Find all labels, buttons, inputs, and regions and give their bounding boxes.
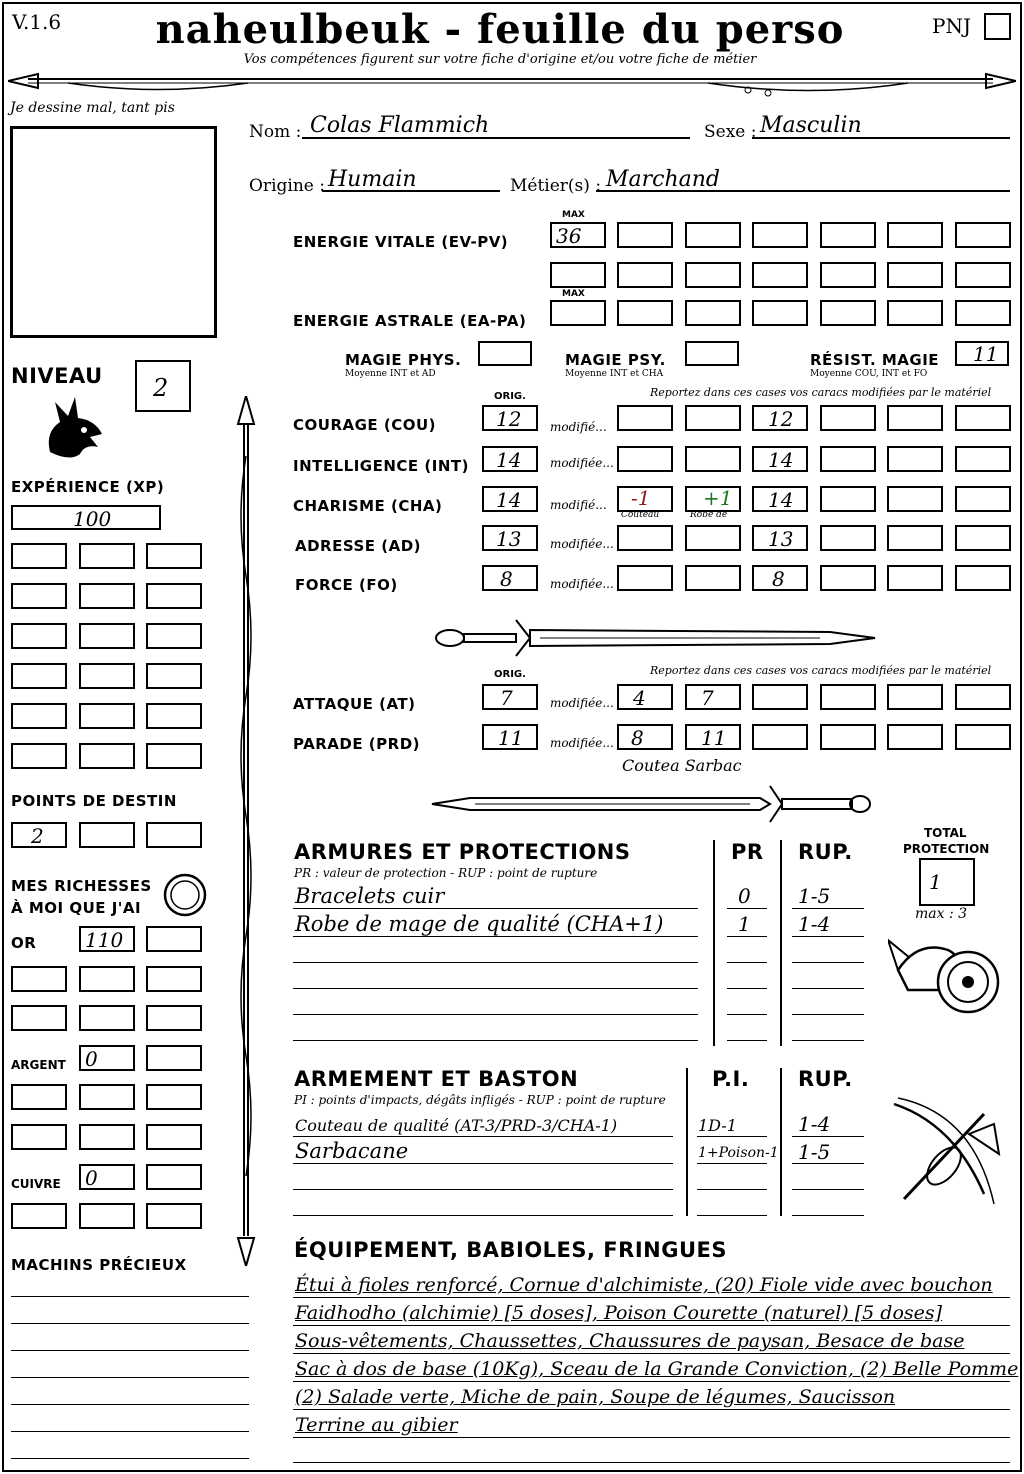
resist-magie-box[interactable]: [955, 341, 1009, 366]
force-label: FORCE (FO): [295, 576, 398, 594]
ea-max-label: MAX: [562, 289, 585, 299]
magie-phys-box[interactable]: [478, 341, 532, 366]
weapon-line: [293, 1215, 673, 1216]
courage-mod-box[interactable]: [955, 405, 1011, 431]
combat-orig-label: ORIG.: [494, 669, 526, 680]
attaque-mod-value: 4: [633, 686, 646, 710]
weapon-line: [697, 1163, 767, 1164]
weapon-item-rup[interactable]: 1-4: [798, 1112, 831, 1136]
destin-box[interactable]: [146, 822, 202, 848]
xp-grid-box[interactable]: [11, 543, 67, 569]
argent-box[interactable]: [146, 1084, 202, 1110]
combat-report-note: Reportez dans ces cases vos caracs modifiées par le matériel: [650, 664, 992, 677]
total-protection-max: max : 3: [915, 906, 968, 922]
caracs-report-note: Reportez dans ces cases vos caracs modifiées par le matériel: [650, 386, 992, 399]
armor-line: [727, 988, 767, 989]
force-mod-box[interactable]: [685, 565, 741, 591]
sexe-underline: [752, 137, 1010, 139]
adresse-orig-box[interactable]: [482, 525, 538, 551]
sheet-title: naheulbeuk - feuille du perso: [155, 6, 845, 53]
equipment-line[interactable]: Sous-vêtements, Chaussettes, Chaussures de paysan, Besace de base: [295, 1330, 965, 1352]
armor-line: [293, 1014, 698, 1015]
attaque-mod-value: 7: [701, 686, 714, 710]
ev-max-box[interactable]: [550, 222, 606, 248]
ev-box[interactable]: [820, 262, 876, 288]
magie-psy-box[interactable]: [685, 341, 739, 366]
adresse-orig-value: 13: [496, 527, 522, 551]
weapon-item-pi[interactable]: 1D-1: [698, 1116, 737, 1135]
armor-item-rup[interactable]: 1-5: [798, 884, 831, 908]
courage-mod-box[interactable]: [617, 405, 673, 431]
armor-divider: [780, 840, 782, 1046]
weapon-line: [293, 1189, 673, 1190]
armor-item-name[interactable]: Robe de mage de qualité (CHA+1): [295, 912, 664, 936]
attaque-mod-box[interactable]: [820, 684, 876, 710]
cuivre-box[interactable]: [79, 1203, 135, 1229]
resist-magie-note: Moyenne COU, INT et FO: [810, 369, 928, 379]
equipment-line[interactable]: Faidhodho (alchimie) [5 doses], Poison Courette (naturel) [5 doses]: [295, 1302, 943, 1324]
spear-ornament: [8, 66, 1016, 102]
ev-box[interactable]: [752, 262, 808, 288]
or-box[interactable]: [79, 1005, 135, 1031]
weapons-rup-header: RUP.: [798, 1067, 853, 1091]
parade-mod-box[interactable]: [955, 724, 1011, 750]
weapons-icon: [884, 1094, 1008, 1216]
precieux-line: [11, 1431, 249, 1432]
intelligence-mod-box[interactable]: [752, 446, 808, 472]
adresse-mod-value: 13: [768, 527, 794, 551]
armor-item-name[interactable]: Bracelets cuir: [295, 884, 445, 908]
weapon-line: [697, 1189, 767, 1190]
precieux-label: MACHINS PRÉCIEUX: [11, 1256, 187, 1274]
vertical-spear-icon: [228, 396, 264, 1266]
niveau-value: 2: [153, 374, 169, 402]
precieux-line: [11, 1296, 249, 1297]
armor-line: [727, 908, 767, 909]
armor-item-pr[interactable]: 0: [738, 884, 751, 908]
attaque-orig-box[interactable]: [482, 684, 538, 710]
or-box[interactable]: [146, 1005, 202, 1031]
xp-grid-box[interactable]: [79, 543, 135, 569]
armor-line: [792, 936, 864, 937]
ev-box[interactable]: [887, 222, 943, 248]
intelligence-mod-box[interactable]: [955, 446, 1011, 472]
armor-line: [293, 988, 698, 989]
helmet-shield-icon: [888, 930, 1008, 1026]
weapon-item-name[interactable]: Sarbacane: [295, 1139, 409, 1163]
courage-mod-value: 12: [768, 407, 794, 431]
attaque-modif-label: modifiée...: [550, 696, 614, 710]
courage-modif-label: modifié...: [550, 420, 607, 434]
force-orig-box[interactable]: [482, 565, 538, 591]
ev-box[interactable]: [955, 222, 1011, 248]
courage-mod-box[interactable]: [685, 405, 741, 431]
force-mod-value: 8: [772, 567, 785, 591]
weapon-line: [293, 1163, 673, 1164]
intelligence-mod-box[interactable]: [617, 446, 673, 472]
xp-grid-box[interactable]: [146, 703, 202, 729]
parade-orig-value: 11: [498, 726, 524, 750]
intelligence-orig-box[interactable]: [482, 446, 538, 472]
xp-grid-box[interactable]: [11, 663, 67, 689]
intelligence-orig-value: 14: [496, 448, 522, 472]
courage-mod-box[interactable]: [887, 405, 943, 431]
armor-line: [727, 1040, 767, 1041]
ev-box[interactable]: [617, 222, 673, 248]
precieux-line: [11, 1377, 249, 1378]
ev-box[interactable]: [617, 262, 673, 288]
destin-box[interactable]: [11, 822, 67, 848]
cuivre-label: CUIVRE: [11, 1177, 61, 1191]
dragon-icon: [40, 392, 108, 464]
force-mod-box[interactable]: [887, 565, 943, 591]
charisme-mod-note: Couteau: [621, 510, 660, 520]
charisme-modif-label: modifié...: [550, 498, 607, 512]
weapons-divider: [780, 1068, 782, 1216]
charisme-mod-value: 14: [768, 488, 794, 512]
caracs-orig-label: ORIG.: [494, 391, 526, 402]
attaque-mod-box[interactable]: [955, 684, 1011, 710]
niveau-box[interactable]: [135, 360, 191, 412]
portrait-box[interactable]: [10, 126, 217, 338]
intelligence-modif-label: modifiée...: [550, 456, 614, 470]
ea-box[interactable]: [685, 300, 741, 326]
adresse-mod-box[interactable]: [955, 525, 1011, 551]
ea-box[interactable]: [820, 300, 876, 326]
xp-grid-box[interactable]: [79, 663, 135, 689]
equipment-rule: [293, 1462, 1010, 1463]
equipment-rule: [293, 1325, 1010, 1326]
armor-pr-header: PR: [731, 840, 764, 864]
attaque-orig-value: 7: [500, 686, 513, 710]
argent-box[interactable]: [146, 1045, 202, 1071]
xp-grid-box[interactable]: [146, 583, 202, 609]
attaque-mod-box[interactable]: [685, 684, 741, 710]
weapon-line: [792, 1189, 864, 1190]
ev-box[interactable]: [685, 222, 741, 248]
magie-psy-note: Moyenne INT et CHA: [565, 369, 664, 379]
weapon-line: [792, 1163, 864, 1164]
metier-label: Métier(s) :: [510, 176, 602, 196]
charisme-mod-value: -1: [631, 486, 651, 510]
charisme-mod-box[interactable]: [955, 486, 1011, 512]
or-box[interactable]: [146, 966, 202, 992]
cuivre-box[interactable]: [146, 1203, 202, 1229]
armor-line: [727, 936, 767, 937]
metier-underline: [596, 190, 1010, 192]
equipment-rule: [293, 1381, 1010, 1382]
courage-orig-value: 12: [496, 407, 522, 431]
ea-box[interactable]: [752, 300, 808, 326]
parade-label: PARADE (PRD): [293, 735, 421, 753]
origine-underline: [322, 190, 500, 192]
argent-value: 0: [85, 1047, 98, 1071]
equipment-line[interactable]: Terrine au gibier: [295, 1414, 458, 1436]
armor-line: [792, 908, 864, 909]
equipment-line[interactable]: Étui à fioles renforcé, Cornue d'alchimiste, (20) Fiole vide avec bouchon: [295, 1274, 993, 1296]
charisme-mod-box[interactable]: [752, 486, 808, 512]
ev-box[interactable]: [685, 262, 741, 288]
or-box[interactable]: [146, 926, 202, 952]
ev-box[interactable]: [820, 222, 876, 248]
equipment-rule: [293, 1409, 1010, 1410]
xp-label: EXPÉRIENCE (XP): [11, 478, 165, 496]
charisme-mod-note: Robe de: [690, 510, 728, 520]
armor-line: [293, 1040, 698, 1041]
equipment-rule: [293, 1437, 1010, 1438]
total-protection-box[interactable]: [919, 858, 975, 906]
ea-label: ENERGIE ASTRALE (EA-PA): [293, 312, 527, 330]
courage-mod-box[interactable]: [752, 405, 808, 431]
cuivre-box[interactable]: [79, 1164, 135, 1190]
argent-box[interactable]: [146, 1124, 202, 1150]
or-label: OR: [11, 934, 37, 952]
xp-grid-box[interactable]: [79, 743, 135, 769]
adresse-mod-box[interactable]: [820, 525, 876, 551]
xp-grid-box[interactable]: [79, 583, 135, 609]
courage-mod-box[interactable]: [820, 405, 876, 431]
parade-mod-box[interactable]: [887, 724, 943, 750]
armor-item-pr[interactable]: 1: [738, 912, 751, 936]
equipment-rule: [293, 1297, 1010, 1298]
weapon-line: [697, 1136, 767, 1137]
parade-mod-box[interactable]: [617, 724, 673, 750]
charisme-orig-value: 14: [496, 488, 522, 512]
armor-line: [727, 1014, 767, 1015]
richesses-label-1: MES RICHESSES: [11, 877, 152, 895]
coin-icon: [162, 872, 208, 918]
weapon-item-pi[interactable]: 1+Poison-1: [698, 1145, 779, 1161]
origine-label: Origine :: [249, 176, 325, 196]
cuivre-box[interactable]: [11, 1203, 67, 1229]
charisme-mod-box[interactable]: [617, 486, 673, 512]
precieux-line: [11, 1404, 249, 1405]
magie-psy-label: MAGIE PSY.: [565, 351, 666, 369]
equipment-line[interactable]: (2) Salade verte, Miche de pain, Soupe de légumes, Saucisson: [295, 1386, 896, 1408]
equipment-rule: [293, 1353, 1010, 1354]
adresse-modif-label: modifiée...: [550, 537, 614, 551]
metier-value[interactable]: Marchand: [606, 167, 721, 192]
destin-box[interactable]: [79, 822, 135, 848]
charisme-mod-box[interactable]: [887, 486, 943, 512]
force-mod-box[interactable]: [820, 565, 876, 591]
parade-mod-value: 11: [701, 726, 727, 750]
armor-rup-header: RUP.: [798, 840, 853, 864]
argent-box[interactable]: [11, 1124, 67, 1150]
intelligence-mod-box[interactable]: [820, 446, 876, 472]
xp-grid-box[interactable]: [11, 703, 67, 729]
xp-grid-box[interactable]: [146, 623, 202, 649]
xp-box[interactable]: [11, 505, 161, 530]
weapon-line: [697, 1215, 767, 1216]
weapons-note: PI : points d'impacts, dégâts infligés - RUP : point de rupture: [294, 1093, 666, 1107]
charisme-mod-box[interactable]: [820, 486, 876, 512]
total-protection-value: 1: [929, 870, 942, 894]
force-mod-box[interactable]: [752, 565, 808, 591]
courage-label: COURAGE (COU): [293, 416, 437, 434]
resist-magie-label: RÉSIST. MAGIE: [810, 351, 940, 369]
total-protection-label-2: PROTECTION: [903, 842, 990, 856]
parade-mod-box[interactable]: [685, 724, 741, 750]
nom-underline: [302, 137, 690, 139]
weapon-item-rup[interactable]: 1-5: [798, 1140, 831, 1164]
adresse-mod-box[interactable]: [617, 525, 673, 551]
sexe-label: Sexe :: [704, 122, 757, 142]
attaque-mod-box[interactable]: [617, 684, 673, 710]
weapon-line: [293, 1136, 673, 1137]
attaque-label: ATTAQUE (AT): [293, 695, 416, 713]
intelligence-label: INTELLIGENCE (INT): [293, 457, 469, 475]
ea-box[interactable]: [887, 300, 943, 326]
armor-line: [293, 908, 698, 909]
intelligence-mod-value: 14: [768, 448, 794, 472]
equipment-title: ÉQUIPEMENT, BABIOLES, FRINGUES: [294, 1238, 727, 1262]
richesses-label-2: À MOI QUE J'AI: [11, 899, 142, 917]
weapon-line: [792, 1215, 864, 1216]
destin-label: POINTS DE DESTIN: [11, 792, 177, 810]
xp-grid-box[interactable]: [146, 663, 202, 689]
force-orig-value: 8: [500, 567, 513, 591]
cuivre-box[interactable]: [146, 1164, 202, 1190]
sword-icon: [430, 612, 880, 662]
parade-modif-label: modifiée...: [550, 736, 614, 750]
xp-grid-box[interactable]: [79, 703, 135, 729]
niveau-label: NIVEAU: [11, 364, 103, 388]
argent-box[interactable]: [79, 1045, 135, 1071]
force-mod-box[interactable]: [955, 565, 1011, 591]
xp-value: 100: [73, 507, 112, 531]
or-box[interactable]: [11, 966, 67, 992]
resist-magie-value: 11: [973, 342, 999, 366]
armor-line: [727, 962, 767, 963]
attaque-mod-box[interactable]: [752, 684, 808, 710]
ea-max-box[interactable]: [550, 300, 606, 326]
ea-box[interactable]: [617, 300, 673, 326]
adresse-mod-box[interactable]: [752, 525, 808, 551]
ev-box[interactable]: [550, 262, 606, 288]
argent-box[interactable]: [11, 1084, 67, 1110]
attaque-mod-box[interactable]: [887, 684, 943, 710]
version-label: V.1.6: [12, 10, 62, 34]
ev-label: ENERGIE VITALE (EV-PV): [293, 233, 509, 251]
weapons-divider: [686, 1068, 688, 1216]
xp-grid-box[interactable]: [146, 543, 202, 569]
nom-value[interactable]: Colas Flammich: [310, 113, 490, 138]
argent-box[interactable]: [79, 1084, 135, 1110]
pnj-label: PNJ: [932, 14, 971, 38]
ev-box[interactable]: [752, 222, 808, 248]
or-box[interactable]: [79, 926, 135, 952]
armor-line: [792, 988, 864, 989]
xp-grid-box[interactable]: [11, 623, 67, 649]
weapon-item-name[interactable]: Couteau de qualité (AT-3/PRD-3/CHA-1): [295, 1116, 618, 1135]
parade-mod-value: 8: [631, 726, 644, 750]
precieux-line: [11, 1458, 249, 1459]
xp-grid-box[interactable]: [146, 743, 202, 769]
armor-line: [293, 962, 698, 963]
sheet-subtitle: Vos compétences figurent sur votre fiche d'origine et/ou votre fiche de métier: [243, 52, 757, 67]
precieux-line: [11, 1323, 249, 1324]
armor-title: ARMURES ET PROTECTIONS: [294, 840, 631, 864]
pnj-checkbox[interactable]: [984, 13, 1011, 40]
origine-value[interactable]: Humain: [328, 167, 417, 192]
charisme-mod-value: +1: [703, 486, 733, 510]
nom-label: Nom :: [249, 122, 302, 142]
parade-orig-box[interactable]: [482, 724, 538, 750]
adresse-mod-box[interactable]: [887, 525, 943, 551]
armor-line: [293, 936, 698, 937]
force-mod-box[interactable]: [617, 565, 673, 591]
sword-icon: [430, 782, 875, 828]
argent-label: ARGENT: [11, 1058, 66, 1072]
magie-phys-note: Moyenne INT et AD: [345, 369, 436, 379]
xp-grid-box[interactable]: [11, 583, 67, 609]
force-modif-label: modifiée...: [550, 577, 614, 591]
armor-line: [792, 962, 864, 963]
weapon-line: [792, 1136, 864, 1137]
courage-orig-box[interactable]: [482, 405, 538, 431]
intelligence-mod-box[interactable]: [685, 446, 741, 472]
adresse-label: ADRESSE (AD): [295, 537, 422, 555]
portrait-caption: Je dessine mal, tant pis: [10, 100, 175, 116]
armor-divider: [713, 840, 715, 1046]
xp-grid-box[interactable]: [79, 623, 135, 649]
combat-under-note: Coutea Sarbac: [622, 756, 742, 775]
xp-grid-box[interactable]: [11, 743, 67, 769]
equipment-line[interactable]: Sac à dos de base (10Kg), Sceau de la Grande Conviction, (2) Belle Pomme: [295, 1358, 1019, 1380]
or-box[interactable]: [79, 966, 135, 992]
charisme-mod-box[interactable]: [685, 486, 741, 512]
or-box[interactable]: [11, 1005, 67, 1031]
parade-mod-box[interactable]: [752, 724, 808, 750]
precieux-line: [11, 1350, 249, 1351]
ev-max-value: 36: [556, 224, 582, 248]
destin-value: 2: [31, 824, 44, 848]
parade-mod-box[interactable]: [820, 724, 876, 750]
total-protection-label-1: TOTAL: [924, 826, 967, 840]
weapons-title: ARMEMENT ET BASTON: [294, 1067, 579, 1091]
weapons-pi-header: P.I.: [712, 1067, 750, 1091]
ev-box[interactable]: [887, 262, 943, 288]
or-value: 110: [85, 928, 124, 952]
armor-line: [792, 1014, 864, 1015]
armor-item-rup[interactable]: 1-4: [798, 912, 831, 936]
armor-note: PR : valeur de protection - RUP : point de rupture: [294, 866, 598, 880]
ev-max-label: MAX: [562, 210, 585, 220]
charisme-label: CHARISME (CHA): [293, 497, 443, 515]
argent-box[interactable]: [79, 1124, 135, 1150]
ea-box[interactable]: [955, 300, 1011, 326]
magie-phys-label: MAGIE PHYS.: [345, 351, 462, 369]
adresse-mod-box[interactable]: [685, 525, 741, 551]
sexe-value[interactable]: Masculin: [760, 113, 862, 138]
ev-box[interactable]: [955, 262, 1011, 288]
armor-line: [792, 1040, 864, 1041]
charisme-orig-box[interactable]: [482, 486, 538, 512]
intelligence-mod-box[interactable]: [887, 446, 943, 472]
cuivre-value: 0: [85, 1166, 98, 1190]
